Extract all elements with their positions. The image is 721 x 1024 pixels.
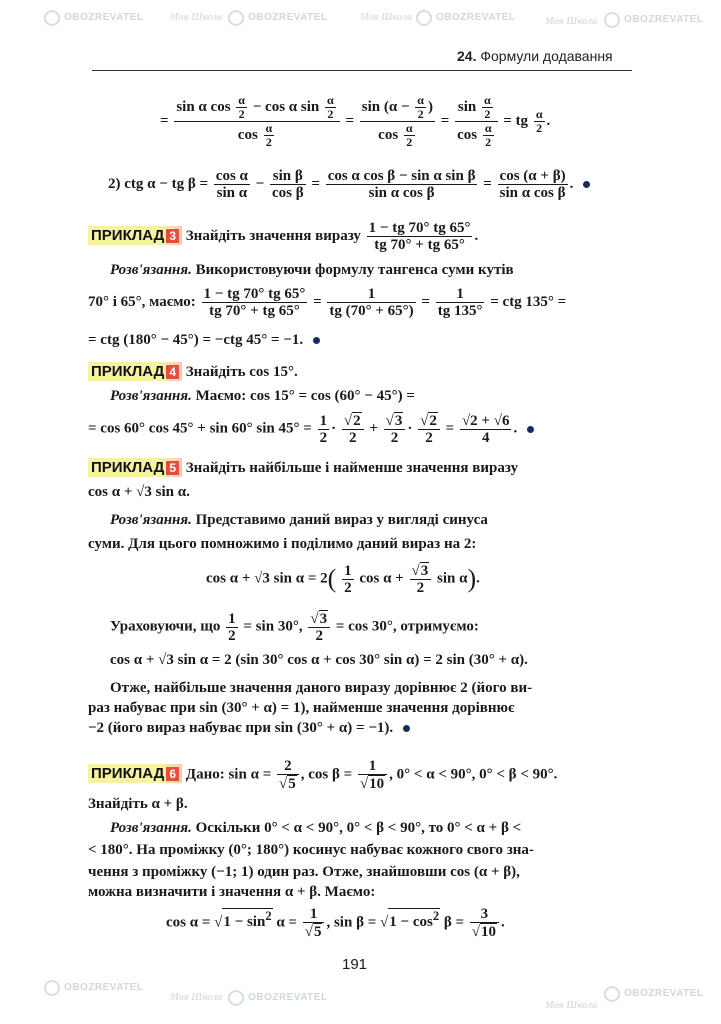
text: ПРИКЛАД bbox=[91, 459, 165, 476]
text: Дано: sin α = bbox=[185, 766, 272, 783]
fraction bbox=[264, 122, 275, 149]
text: sin α bbox=[216, 185, 248, 201]
text: Ураховуючи, що bbox=[110, 618, 221, 635]
watermark-text: OBOZREVATEL bbox=[248, 992, 328, 1003]
text: sin α cos β bbox=[368, 185, 435, 201]
text: α = bbox=[276, 914, 297, 931]
watermark-script: Моя Школа bbox=[545, 1000, 598, 1011]
fraction bbox=[202, 286, 308, 319]
text: α bbox=[265, 121, 273, 135]
equals-sign: = bbox=[313, 293, 322, 310]
fraction bbox=[498, 168, 568, 201]
page-number: 191 bbox=[342, 956, 368, 973]
badge-number: 3 bbox=[166, 229, 179, 243]
section-number: 24. bbox=[457, 48, 477, 64]
fraction bbox=[418, 412, 440, 446]
watermark-logo-icon bbox=[44, 10, 60, 26]
badge-number: 4 bbox=[166, 365, 179, 379]
text: . bbox=[569, 175, 574, 192]
text: Знайдіть значення виразу bbox=[185, 227, 361, 244]
example-4-solution-l1 bbox=[110, 388, 415, 405]
fraction bbox=[327, 286, 415, 319]
text: Отже, найбільше значення даного виразу дорівнює 2 (його ви- bbox=[110, 680, 533, 696]
text: 1 bbox=[436, 286, 485, 303]
fraction-numerator: √2 bbox=[418, 412, 440, 430]
example-4-solution-l2 bbox=[88, 412, 534, 446]
watermark-logo-icon bbox=[416, 10, 432, 26]
text: 2 bbox=[406, 135, 413, 149]
end-bullet-icon bbox=[527, 426, 534, 433]
text: Знайдіть найбільше і найменше значення виразу bbox=[185, 460, 519, 476]
text: 2 bbox=[315, 628, 323, 644]
example-6-s1 bbox=[110, 820, 521, 837]
solution-label: Розв'язання. bbox=[110, 262, 192, 278]
example-5-task bbox=[88, 458, 518, 477]
text: , cos β = bbox=[300, 766, 353, 783]
text: ПРИКЛАД bbox=[91, 765, 165, 783]
fraction bbox=[270, 168, 306, 201]
text: Знайдіть α + β. bbox=[88, 796, 188, 812]
fraction bbox=[470, 906, 499, 940]
text: ctg α − tg β = bbox=[124, 175, 209, 192]
text: 1 bbox=[303, 906, 325, 923]
fraction-numerator: √2 bbox=[342, 412, 364, 430]
text: 2 bbox=[228, 627, 236, 644]
text: 2 bbox=[277, 758, 299, 775]
text: 1 bbox=[327, 286, 415, 303]
text: 1 − tg 70° tg 65° bbox=[203, 286, 306, 302]
text: . bbox=[546, 112, 551, 129]
text: −2 (його вираз набуває при sin (30° + α) = −1). bbox=[88, 720, 394, 736]
text: α bbox=[327, 93, 334, 107]
text: суми. Для цього помножимо і поділимо даний вираз на 2: bbox=[88, 536, 477, 552]
example-5-solution-l1 bbox=[110, 512, 488, 529]
example-6-s2 bbox=[88, 842, 534, 859]
example-3-solution-l1 bbox=[110, 262, 514, 279]
example-badge bbox=[88, 226, 182, 245]
text: 1 bbox=[228, 610, 236, 627]
text: можна визначити і значення α + β. Маємо: bbox=[88, 884, 376, 900]
fraction-denominator: √5 bbox=[304, 924, 322, 940]
fraction bbox=[236, 94, 247, 121]
text: 3 bbox=[394, 413, 403, 429]
fraction-numerator: √3 bbox=[410, 562, 432, 580]
text: α bbox=[405, 121, 413, 135]
text: α bbox=[483, 93, 491, 107]
text: = cos 30°, отримуємо: bbox=[335, 618, 479, 635]
fraction bbox=[483, 122, 494, 149]
fraction-denominator bbox=[360, 122, 435, 149]
text: cos α = bbox=[166, 914, 211, 931]
fraction bbox=[308, 610, 330, 644]
section-header bbox=[457, 48, 613, 64]
text: cos bbox=[378, 126, 399, 143]
solution-label: Розв'язання. bbox=[110, 388, 192, 404]
watermark-script: Моя Школа bbox=[170, 12, 223, 23]
text: 2 bbox=[425, 430, 433, 446]
text: 2 bbox=[390, 430, 399, 446]
fraction bbox=[534, 108, 545, 135]
watermark-logo-icon bbox=[604, 12, 620, 28]
text: 2 bbox=[327, 107, 334, 121]
text: . bbox=[474, 227, 479, 244]
text: < 180°. На проміжку (0°; 180°) косинус набуває кожного свого зна- bbox=[88, 842, 534, 858]
paren: ( bbox=[327, 564, 337, 593]
example-5-note bbox=[110, 610, 479, 644]
equals-sign: = bbox=[483, 175, 492, 192]
equals-sign: = bbox=[421, 293, 430, 310]
text: 5 bbox=[313, 924, 322, 940]
end-bullet-icon bbox=[313, 337, 320, 344]
text: 2 bbox=[536, 121, 543, 135]
text: 2 bbox=[416, 580, 425, 596]
fraction-numerator: √3 bbox=[308, 610, 330, 628]
example-5-equation-2 bbox=[110, 652, 528, 669]
text: Оскільки 0° < α < 90°, 0° < β < 90°, то 0° < α + β < bbox=[195, 820, 522, 836]
text: = ctg (180° − 45°) = −ctg 45° = −1. bbox=[88, 332, 304, 348]
text: − bbox=[255, 175, 265, 192]
text: 1 bbox=[344, 562, 352, 579]
equals-sign: = bbox=[160, 112, 169, 129]
text: sin β bbox=[270, 168, 306, 185]
example-3-task bbox=[88, 220, 478, 253]
text: Використовуючи формулу тангенса суми кутів bbox=[195, 262, 514, 278]
text: = cos 60° cos 45° + sin 60° sin 45° = bbox=[88, 420, 312, 437]
item-2-formula bbox=[108, 168, 590, 201]
watermark-text: OBOZREVATEL bbox=[64, 982, 144, 993]
top-formula bbox=[160, 94, 550, 149]
text: раз набуває при sin (30° + α) = 1), найменше значення дорівнює bbox=[88, 700, 515, 716]
fraction bbox=[174, 94, 339, 149]
text: 1 bbox=[319, 412, 328, 429]
fraction-denominator: √10 bbox=[471, 924, 496, 940]
example-5-solution-l2 bbox=[88, 536, 476, 553]
text: α bbox=[535, 107, 543, 121]
fraction bbox=[358, 758, 387, 792]
text: sin bbox=[361, 98, 381, 115]
text: cos α + bbox=[359, 570, 404, 587]
text: 10 bbox=[481, 924, 496, 940]
example-5-equation-1: cos α + √3 sin α = 2( $\frac{1}{2}$ cos α + $\frac{√3}{2}$ sin α). bbox=[206, 562, 480, 596]
badge-number: 5 bbox=[166, 461, 179, 475]
fraction bbox=[277, 758, 299, 792]
watermark-text: OBOZREVATEL bbox=[248, 12, 328, 23]
text: cos α + √3 sin α = 2 (sin 30° cos α + cos 30° sin α) = 2 sin (30° + α). bbox=[110, 652, 528, 668]
text: = ctg 135° = bbox=[490, 293, 567, 310]
example-4-task bbox=[88, 362, 298, 381]
example-badge bbox=[88, 458, 182, 477]
text: cos α + √3 sin α = 2 bbox=[206, 570, 328, 587]
text: 1 − sin bbox=[223, 914, 266, 931]
text: 2 bbox=[429, 413, 437, 429]
text: cos β bbox=[271, 185, 304, 201]
fraction-numerator: √2 + √6 bbox=[461, 412, 510, 429]
fraction-numerator bbox=[455, 94, 497, 122]
equals-sign: = bbox=[440, 112, 450, 129]
text: 2 bbox=[417, 107, 424, 121]
text: 2 bbox=[344, 579, 352, 596]
fraction bbox=[342, 563, 354, 596]
watermark-script: Моя Школа bbox=[545, 16, 598, 27]
text: α bbox=[417, 93, 424, 107]
equals-sign: = bbox=[445, 420, 455, 437]
text: Представимо даний вираз у вигляді синуса bbox=[195, 512, 488, 528]
text: 4 bbox=[481, 429, 490, 446]
text: , 0° < α < 90°, 0° < β < 90°. bbox=[389, 766, 558, 783]
fraction bbox=[384, 412, 406, 446]
fraction bbox=[325, 94, 336, 121]
solution-label: Розв'язання. bbox=[110, 820, 192, 836]
text: = sin 30°, bbox=[243, 618, 303, 635]
text: 10 bbox=[369, 776, 385, 792]
sqrt: $1 - \cos^2$ bbox=[389, 909, 440, 931]
text: cos α cos β − sin α sin β bbox=[327, 168, 476, 184]
fraction-denominator bbox=[174, 122, 339, 149]
text: · bbox=[331, 420, 337, 437]
example-badge bbox=[88, 764, 182, 783]
fraction-denominator: √5 bbox=[279, 776, 296, 792]
text: Знайдіть cos 15°. bbox=[185, 364, 298, 380]
text: 2 bbox=[238, 107, 245, 121]
paren: ) bbox=[467, 564, 477, 593]
text: tg 70° + tg 65° bbox=[374, 237, 465, 253]
fraction bbox=[326, 168, 478, 201]
example-5-p3 bbox=[88, 720, 410, 737]
fraction bbox=[482, 94, 493, 121]
text: sin bbox=[457, 98, 477, 115]
fraction bbox=[214, 168, 250, 201]
fraction-numerator bbox=[174, 94, 339, 122]
text: sin α bbox=[437, 570, 468, 587]
text: sin α cos bbox=[176, 98, 231, 115]
text: 2 bbox=[265, 135, 272, 149]
fraction bbox=[303, 906, 325, 940]
text: 70° і 65°, маємо: bbox=[88, 293, 196, 310]
fraction bbox=[460, 413, 512, 446]
text: 1 − cos bbox=[389, 914, 433, 931]
text: 2 bbox=[353, 413, 361, 429]
text: α bbox=[484, 121, 492, 135]
solution-label: Розв'язання. bbox=[110, 512, 192, 528]
end-bullet-icon bbox=[403, 725, 410, 732]
text: ПРИКЛАД bbox=[91, 363, 165, 380]
text: tg (70° + 65°) bbox=[329, 303, 414, 319]
text: tg 70° + tg 65° bbox=[209, 303, 300, 319]
text: cos α + √3 sin α. bbox=[88, 484, 190, 500]
example-5-p1 bbox=[110, 680, 532, 697]
text: 2 bbox=[348, 430, 357, 446]
text: 3 bbox=[319, 611, 328, 627]
fraction-denominator: √10 bbox=[359, 776, 385, 792]
example-6-final: $\cos \alpha = √1 - \sin^2 \alpha$ = $\frac{1}{√5}$ , $\sin \beta = √1 - \cos^2 \beta$ = $\frac{3}{√10}$ . bbox=[166, 906, 505, 940]
text: 2 bbox=[319, 429, 328, 446]
example-5-expr bbox=[88, 484, 190, 501]
watermark-script: Моя Школа bbox=[360, 12, 413, 23]
text: β = bbox=[443, 914, 465, 931]
text: cos bbox=[457, 126, 478, 143]
text: . bbox=[513, 420, 518, 437]
section-title: Формули додавання bbox=[480, 48, 613, 64]
fraction bbox=[342, 412, 364, 446]
fraction bbox=[415, 94, 426, 121]
watermark-logo-icon bbox=[44, 980, 60, 996]
text: 2 bbox=[484, 107, 491, 121]
text: Маємо: cos 15° = cos (60° − 45°) = bbox=[195, 388, 415, 404]
fraction-numerator: sin (α − $\frac{\alpha}{2}$ ) bbox=[361, 93, 433, 121]
text: α bbox=[238, 93, 245, 107]
text: , sin β = bbox=[326, 914, 377, 931]
text: tg 135° bbox=[437, 303, 483, 319]
fraction bbox=[436, 286, 485, 319]
watermark-logo-icon bbox=[228, 990, 244, 1006]
fraction bbox=[410, 562, 432, 596]
fraction bbox=[318, 413, 330, 446]
example-6-s3 bbox=[88, 864, 520, 881]
watermark-logo-icon bbox=[228, 10, 244, 26]
example-6-task bbox=[88, 758, 557, 792]
text: − cos α sin bbox=[252, 98, 323, 115]
fraction bbox=[455, 94, 497, 149]
text: 5 bbox=[288, 776, 296, 792]
watermark-text: OBOZREVATEL bbox=[624, 988, 704, 999]
text: cos bbox=[237, 126, 258, 143]
watermark-text: OBOZREVATEL bbox=[624, 14, 704, 25]
text: 1 − tg 70° tg 65° bbox=[368, 220, 471, 236]
text: 1 bbox=[358, 758, 387, 775]
text: чення з проміжку (−1; 1) один раз. Отже, знайшовши cos (α + β), bbox=[88, 864, 520, 880]
text: cos (α + β) bbox=[499, 168, 566, 184]
fraction bbox=[404, 122, 415, 149]
example-badge bbox=[88, 362, 182, 381]
badge-number: 6 bbox=[166, 767, 179, 781]
watermark-logo-icon bbox=[604, 986, 620, 1002]
header-rule bbox=[92, 70, 632, 71]
text: ПРИКЛАД bbox=[91, 226, 165, 244]
example-6-s4 bbox=[88, 884, 375, 901]
equals-sign: = bbox=[345, 112, 355, 129]
example-3-solution-l2 bbox=[88, 286, 566, 319]
fraction bbox=[367, 220, 473, 253]
equals-sign: = bbox=[311, 175, 320, 192]
text: 2 + √6 bbox=[470, 412, 510, 429]
sqrt: $1 - \sin^2$ bbox=[223, 909, 272, 931]
fraction bbox=[226, 611, 238, 644]
text: 2 bbox=[485, 135, 492, 149]
example-3-solution-l3 bbox=[88, 332, 320, 349]
watermark-script: Моя Школа bbox=[170, 992, 223, 1003]
example-6-find bbox=[88, 796, 188, 813]
text: cos α bbox=[215, 168, 248, 184]
watermark-text: OBOZREVATEL bbox=[436, 12, 516, 23]
text: + bbox=[369, 420, 378, 437]
text: sin α cos β bbox=[499, 185, 566, 201]
fraction-numerator: √3 bbox=[384, 412, 406, 430]
fraction bbox=[360, 94, 435, 149]
watermark-text: OBOZREVATEL bbox=[64, 12, 144, 23]
text: 3 bbox=[470, 906, 499, 923]
end-bullet-icon bbox=[583, 181, 590, 188]
text: 3 bbox=[420, 563, 429, 579]
text: = tg bbox=[503, 112, 529, 129]
text: · bbox=[407, 420, 413, 437]
item-label: 2) bbox=[108, 175, 121, 192]
example-5-p2 bbox=[88, 700, 514, 717]
text: α − bbox=[388, 98, 410, 115]
fraction-denominator bbox=[455, 122, 497, 149]
